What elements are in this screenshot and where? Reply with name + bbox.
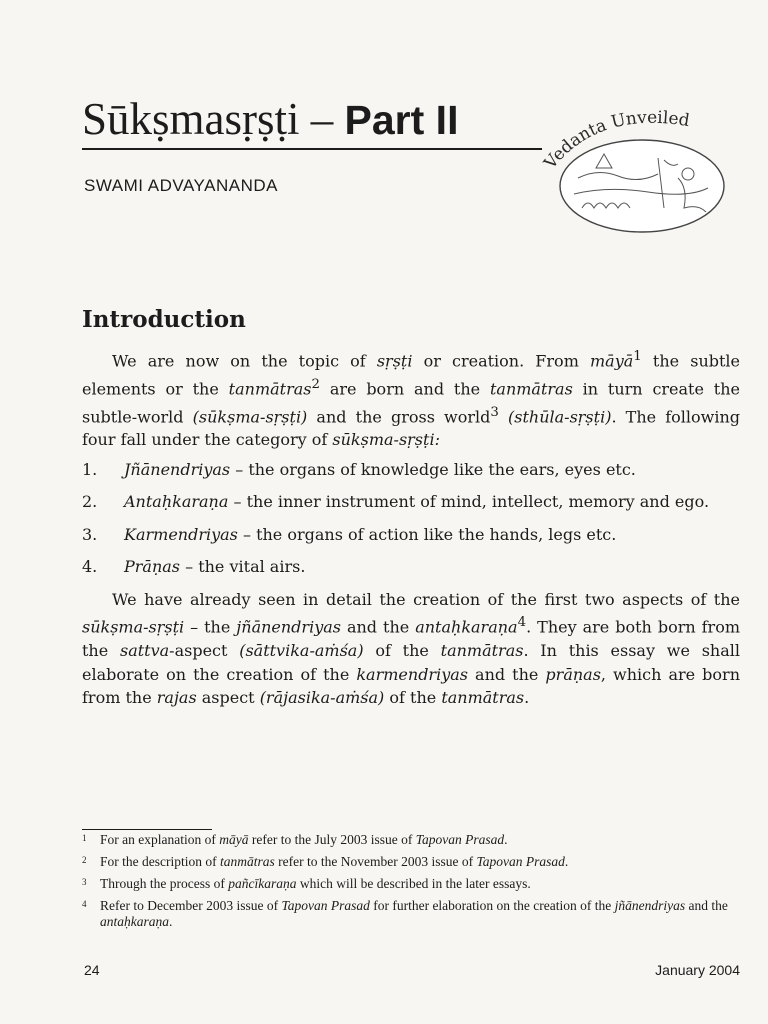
list-item: 1. Jñānendriyas – the organs of knowledge like the ears, eyes etc. — [82, 459, 636, 479]
footnote-divider — [82, 829, 212, 830]
second-paragraph: We have already seen in detail the creation of the first two aspects of the sūkṣma-sṛṣṭi – the jñānendriyas and the antaḥkaraṇa$^4$. They are both born from the sattva-aspect (sāttvika-aṁśa) of the tanmātras. In this essay we shall elaborate on the creation of the karmendriyas and the prāṇas, which are born from the rajas aspect (rājasika-aṁśa) of the tanmātras. — [82, 589, 741, 708]
page-title — [82, 92, 542, 147]
intro-paragraph: We are now on the topic of sṛṣṭi or creation. From māyā$^1$ the subtle elements or the tanmātras$^2$ are born and the tanmātras in turn create the subtle-world (sūkṣma-sṛṣṭi) and the gross world$^3$ (sthūla-sṛṣṭi). The following four fall under the category of sūkṣma-sṛṣṭi: — [82, 349, 741, 450]
footnotes — [82, 832, 744, 936]
list-item: 2. Antaḥkaraṇa – the inner instrument of mind, intellect, memory and ego. — [82, 492, 710, 512]
author-name: SWAMI ADVAYANANDA — [84, 176, 278, 195]
list-item: 3. Karmendriyas – the organs of action like the hands, legs etc. — [82, 524, 617, 544]
footnote-3: 3 Through the process of pañcīkaraṇa which will be described in the later essays. — [82, 876, 531, 891]
footnote-2: 2 For the description of tanmātras refer to the November 2003 issue of Tapovan Prasad. — [82, 854, 569, 869]
page-number: 24 — [84, 962, 100, 978]
footnote-4: 4 Refer to December 2003 issue of Tapovan Prasad for further elaboration on the creation of the jñānendriyas and the antaḥkaraṇa. — [82, 898, 728, 929]
list-item: 4. Prāṇas – the vital airs. — [82, 557, 306, 577]
footnote-ref-2[interactable]: 2 — [311, 376, 320, 392]
title-block — [82, 92, 542, 147]
footnote-ref-1[interactable]: 1 — [633, 349, 642, 364]
title-part: Part II — [344, 97, 459, 143]
title-underline — [82, 148, 542, 150]
footnote-ref-4[interactable]: 4 — [517, 615, 527, 631]
title-dash: – — [299, 94, 345, 144]
title-main: Sūkṣmasṛṣṭi — [82, 94, 300, 144]
issue-date: January 2004 — [655, 962, 740, 978]
logo-text: Vedanta Unveiled — [540, 107, 691, 174]
article-body — [82, 345, 740, 710]
footnote-1: 1 For an explanation of māyā refer to the July 2003 issue of Tapovan Prasad. — [82, 832, 508, 847]
section-heading-introduction: Introduction — [82, 306, 246, 333]
vedanta-unveiled-logo — [538, 98, 738, 234]
footnote-ref-3[interactable]: 3 — [490, 404, 499, 420]
category-list — [82, 458, 740, 579]
